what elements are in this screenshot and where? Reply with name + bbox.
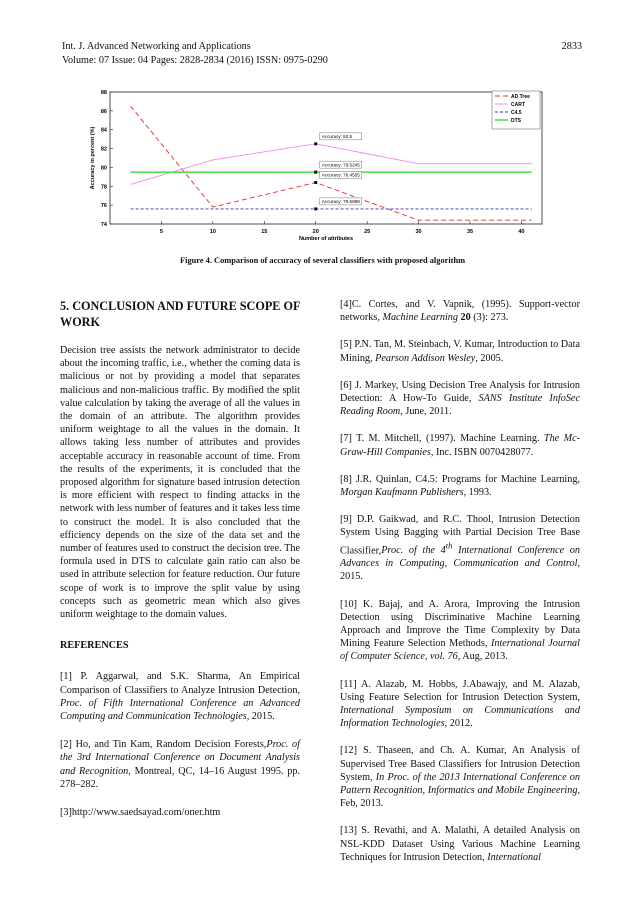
y-tick-label: 84 bbox=[100, 127, 107, 134]
legend-label: C4.5 bbox=[511, 110, 522, 116]
left-column bbox=[60, 298, 300, 834]
y-axis-label: Accuracy in percent (%) bbox=[90, 126, 96, 190]
data-point-marker bbox=[314, 181, 317, 184]
x-tick-label: 5 bbox=[159, 229, 163, 235]
x-tick-label: 30 bbox=[415, 229, 422, 235]
legend-label: AD Tree bbox=[511, 94, 530, 100]
y-tick-label: 86 bbox=[100, 108, 107, 115]
annotation-label: Accuracy: 75.5988 bbox=[321, 199, 360, 205]
reference-1: [1] P. Aggarwal, and S.K. Sharma, An Empirical Comparison of Classifiers to Analyze Intrusion Detection, Proc. of Fifth International Conference an Advanced Computing and Communication Technologies, 2015. bbox=[60, 671, 300, 723]
legend-label: DTS bbox=[511, 118, 521, 124]
y-tick-label: 88 bbox=[100, 90, 107, 96]
reference-10: [10] K. Bajaj, and A. Arora, Improving the Intrusion Detection using Discriminative Machine Learning Approach and Improve the Time Complexity by Data Mining Feature Selection Methods, International Journal of Computer Science, vol. 76, Aug, 2013. bbox=[340, 598, 580, 663]
reference-11: [11] A. Alazab, M. Hobbs, J.Abawajy, and M. Alazab, Using Feature Selection for Intrusion Detection System, International Symposium on Communications and Information Technologies, 2012. bbox=[340, 678, 580, 730]
references-heading: REFERENCES bbox=[60, 640, 129, 652]
data-point-marker bbox=[314, 142, 317, 145]
x-tick-label: 10 bbox=[209, 229, 216, 235]
y-tick-label: 82 bbox=[100, 146, 107, 153]
conclusion-paragraph: Decision tree assists the network administrator to decide about the incoming traffic, i.e., whether the coming data is malicious or not by providing a model that separates malicious and non-malicious traffic. By modified the split value calculation by taking the average of all the values in the domain of an attribute. The algorithm provides uniform weightage to all the values in the domain. It allows taking less number of attributes and provides acceptable accuracy in reasonable account of time. From the results of the experiments, it is concluded that the proposed algorithm for signature based intrusion detection is more efficient with respect to finding attacks in the network with less number of features and it takes less time to construct the model. It is also concluded that the efficiency depends on the size of the data set and the number of features used to construct the decision tree. The formula used in DTS to calculate gain ratio can also be used in attribute selection for feature reduction. Our future scope of work is to improve the split value by using concepts such as geometric mean which also gives uniform weightage to the domain values. bbox=[60, 345, 300, 621]
right-column bbox=[340, 298, 580, 878]
section-title: 5. CONCLUSION AND FUTURE SCOPE OF WORK bbox=[60, 299, 300, 329]
x-tick-label: 40 bbox=[518, 229, 525, 235]
figure-caption: Figure 4. Comparison of accuracy of several classifiers with proposed algorithm bbox=[180, 256, 466, 265]
reference-2: [2] Ho, and Tin Kam, Random Decision Forests,Proc. of the 3rd International Conference on Document Analysis and Recognition, Montreal, QC, 14–16 August 1995. pp. 278–282. bbox=[60, 739, 300, 790]
y-tick-label: 78 bbox=[100, 184, 107, 191]
annotation-label: Accuracy: 78.4555 bbox=[321, 172, 360, 178]
y-tick-label: 76 bbox=[100, 203, 107, 210]
reference-5: [5] P.N. Tan, M. Steinbach, V. Kumar, Introduction to Data Mining, Pearson Addison Wesley, 2005. bbox=[340, 339, 580, 364]
reference-8: [8] J.R. Quinlan, C4.5: Programs for Machine Learning, Morgan Kaufmann Publishers, 1993. bbox=[340, 473, 580, 499]
reference-12: [12] S. Thaseen, and Ch. A. Kumar, An Analysis of Supervised Tree Based Classifiers for Intrusion Detection System, In Proc. of the 2013 International Conference on Pattern Recognition, Informatics and Mobile Engineering, Feb, 2013. bbox=[340, 745, 580, 810]
journal-name: Int. J. Advanced Networking and Applications bbox=[62, 41, 251, 52]
x-tick-label: 20 bbox=[312, 229, 319, 235]
y-tick-label: 74 bbox=[100, 222, 107, 228]
page-number: 2833 bbox=[561, 41, 582, 52]
legend-label: CART bbox=[511, 102, 525, 108]
reference-9: [9] D.P. Gaikwad, and R.C. Thool, Intrusion Detection System Using Bagging with Partial Decision Tree Base Classifier,Proc. of the 4th International Conference on Advances in Computing, Communication and Control, 2015. bbox=[340, 514, 580, 583]
reference-6: [6] J. Markey, Using Decision Tree Analysis for Intrusion Detection: A How-To Guide, SANS Institute InfoSec Reading Room, June, 2011. bbox=[340, 379, 580, 418]
x-axis-label: Number of attributes bbox=[298, 236, 354, 242]
x-tick-label: 25 bbox=[364, 229, 371, 235]
data-point-marker bbox=[314, 207, 317, 210]
y-tick-label: 80 bbox=[100, 165, 107, 172]
x-tick-label: 35 bbox=[466, 229, 474, 235]
accuracy-chart bbox=[82, 84, 552, 244]
page-header bbox=[62, 40, 582, 68]
data-point-marker bbox=[314, 171, 317, 174]
reference-7: [7] T. M. Mitchell, (1997). Machine Learning. The Mc-Graw-Hill Companies, Inc. ISBN 0070428077. bbox=[340, 433, 580, 458]
reference-4: [4]C. Cortes, and V. Vapnik, (1995). Support-vector networks, Machine Learning 20 (3): 273. bbox=[340, 299, 580, 324]
x-tick-label: 15 bbox=[261, 229, 268, 235]
volume-info: Volume: 07 Issue: 04 Pages: 2828-2834 (2016) ISSN: 0975-0290 bbox=[62, 55, 328, 66]
reference-13: [13] S. Revathi, and A. Malathi, A detailed Analysis on NSL-KDD Dataset Using Various Machine Learning Techniques for Intrusion Detection, International bbox=[340, 825, 580, 863]
reference-3: [3]http://www.saedsayad.com/oner.htm bbox=[60, 807, 221, 819]
annotation-label: Accuracy: 79.5245 bbox=[321, 162, 360, 168]
annotation-label: Accuracy: 82.5 bbox=[321, 134, 353, 140]
